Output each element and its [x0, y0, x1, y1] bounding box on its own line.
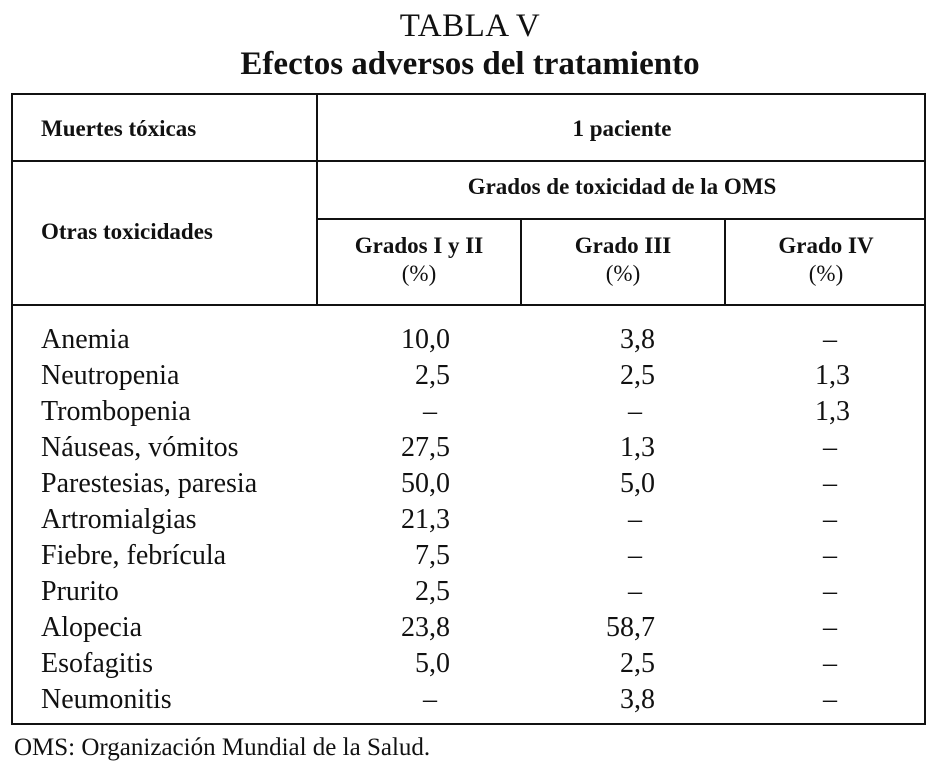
table-row — [0, 322, 940, 358]
cell-grade-4 — [740, 502, 850, 538]
table-row — [0, 394, 940, 430]
cell-grade-3: 3,8 — [620, 684, 655, 715]
empty-cell-dash: – — [823, 468, 837, 499]
cell-grade-3: 5,0 — [620, 468, 655, 499]
rule-below-oms — [317, 218, 926, 220]
cell-grades-1-2: 2,5 — [415, 576, 450, 607]
cell-grade-4 — [740, 610, 850, 646]
col-header-grades-1-2 — [318, 232, 520, 288]
row-label: Parestesias, paresia — [41, 468, 258, 499]
cell-grade-4 — [740, 538, 850, 574]
table-row — [0, 430, 940, 466]
empty-cell-dash: – — [823, 504, 837, 535]
cell-grades-1-2: 27,5 — [401, 432, 450, 463]
cell-grade-3: 2,5 — [620, 648, 655, 679]
empty-cell-dash: – — [823, 612, 837, 643]
cell-grades-1-2 — [330, 394, 450, 430]
rule-below-deaths — [11, 160, 926, 162]
table-row — [0, 610, 940, 646]
cell-grades-1-2: 7,5 — [415, 540, 450, 571]
row-label: Prurito — [41, 576, 119, 607]
cell-grades-1-2 — [330, 682, 450, 718]
empty-cell-dash: – — [823, 324, 837, 355]
cell-grade-4: 1,3 — [815, 396, 850, 427]
table-row — [0, 682, 940, 718]
empty-cell-dash: – — [628, 540, 642, 571]
table-row — [0, 538, 940, 574]
cell-grade-4 — [740, 430, 850, 466]
table-row — [0, 646, 940, 682]
cell-grade-3: 2,5 — [620, 360, 655, 391]
cell-grade-4 — [740, 574, 850, 610]
col-header-name: Grado III — [574, 233, 672, 258]
cell-grades-1-2: 2,5 — [415, 360, 450, 391]
cell-grade-3: 3,8 — [620, 324, 655, 355]
empty-cell-dash: – — [628, 396, 642, 427]
col-header-grade-3 — [522, 232, 724, 288]
empty-cell-dash: – — [823, 648, 837, 679]
table-row — [0, 466, 940, 502]
row-label: Neumonitis — [41, 684, 172, 715]
col-header-unit: (%) — [605, 261, 641, 286]
col-header-unit: (%) — [401, 261, 437, 286]
col-header-name: Grado IV — [778, 233, 874, 258]
row-label: Anemia — [41, 324, 130, 355]
row-label: Esofagitis — [41, 648, 153, 679]
table-body — [0, 322, 940, 718]
cell-grades-1-2: 50,0 — [401, 468, 450, 499]
cell-grade-4 — [740, 682, 850, 718]
toxic-deaths-label: Muertes tóxicas — [41, 116, 197, 141]
other-toxicities-label: Otras toxicidades — [41, 219, 213, 244]
cell-grade-3 — [540, 574, 655, 610]
col-header-name: Grados I y II — [354, 233, 484, 258]
empty-cell-dash: – — [823, 432, 837, 463]
row-label: Alopecia — [41, 612, 143, 643]
row-label: Fiebre, febrícula — [41, 540, 227, 571]
empty-cell-dash: – — [628, 504, 642, 535]
row-label: Artromialgias — [41, 504, 197, 535]
cell-grade-3 — [540, 538, 655, 574]
row-label: Neutropenia — [41, 360, 180, 391]
row-label: Náuseas, vómitos — [41, 432, 239, 463]
who-grades-label: Grados de toxicidad de la OMS — [467, 174, 777, 199]
rule-below-header — [11, 304, 926, 306]
toxic-deaths-value: 1 paciente — [572, 116, 672, 141]
table-row — [0, 574, 940, 610]
empty-cell-dash: – — [823, 540, 837, 571]
col-header-unit: (%) — [808, 261, 844, 286]
table-row — [0, 502, 940, 538]
empty-cell-dash: – — [423, 684, 437, 715]
table-title: Efectos adversos del tratamiento — [240, 46, 700, 82]
cell-grades-1-2: 21,3 — [401, 504, 450, 535]
cell-grade-4 — [740, 466, 850, 502]
cell-grades-1-2: 5,0 — [415, 648, 450, 679]
cell-grade-3: 1,3 — [620, 432, 655, 463]
cell-grade-4 — [740, 322, 850, 358]
cell-grade-3: 58,7 — [606, 612, 655, 643]
empty-cell-dash: – — [628, 576, 642, 607]
empty-cell-dash: – — [423, 396, 437, 427]
cell-grades-1-2: 23,8 — [401, 612, 450, 643]
cell-grade-3 — [540, 394, 655, 430]
col-header-grade-4 — [726, 232, 926, 288]
table-row — [0, 358, 940, 394]
table-number: TABLA V — [399, 8, 541, 44]
empty-cell-dash: – — [823, 576, 837, 607]
table-footnote: OMS: Organización Mundial de la Salud. — [14, 734, 431, 761]
cell-grade-4: 1,3 — [815, 360, 850, 391]
empty-cell-dash: – — [823, 684, 837, 715]
row-label: Trombopenia — [41, 396, 191, 427]
cell-grade-4 — [740, 646, 850, 682]
cell-grades-1-2: 10,0 — [401, 324, 450, 355]
cell-grade-3 — [540, 502, 655, 538]
